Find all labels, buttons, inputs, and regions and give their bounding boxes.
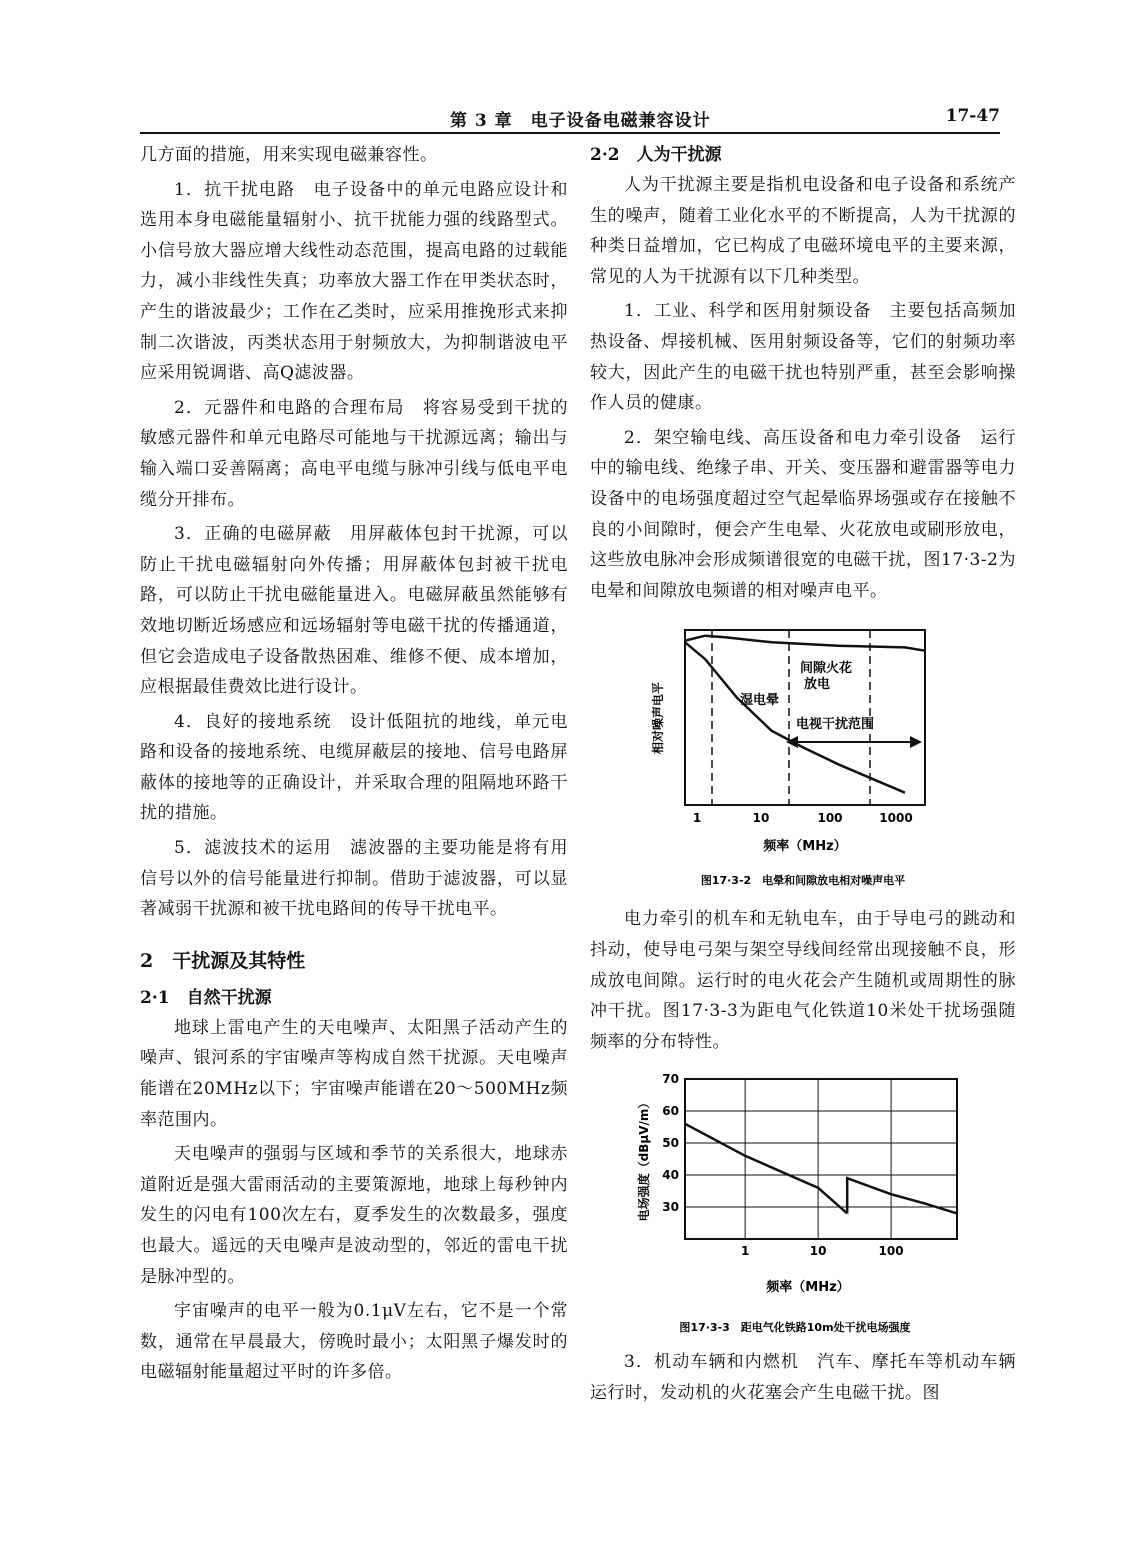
y-axis-label: 相对噪声电平 — [651, 682, 665, 755]
x-axis-label: 频率（MHz） — [763, 839, 847, 855]
paragraph: 宇宙噪声的电平一般为0.1μV左右，它不是一个常数，通常在早晨最大，傍晚时最小；太阳黑子爆发时的电磁辐射能量超过平时的许多倍。 — [140, 1301, 568, 1383]
figure-caption: 图17·3-3 距电气化铁路10m处干扰电场强度 — [679, 1321, 911, 1335]
paragraph: 5．滤波技术的运用 滤波器的主要功能是将有用信号以外的信号能量进行抑制。借助于滤波器，可以显著减弱干扰源和被干扰电路间的传导干扰电平。 — [140, 838, 568, 920]
subsection-heading: 2·1 自然干扰源 — [140, 987, 272, 1008]
x-tick-label: 1 — [740, 1244, 750, 1259]
chapter-title: 第 3 章 电子设备电磁兼容设计 — [450, 111, 711, 131]
paragraph: 3．正确的电磁屏蔽 用屏蔽体包封干扰源，可以防止干扰电磁辐射向外传播；用屏蔽体包封被干扰电路，可以防止干扰电磁能量进入。电磁屏蔽虽然能够有效地切断近场感应和远场辐射等电磁干扰的传播通道，但它会造成电子设备散热困难、维修不便、成本增加，应根据最佳费效比进行设计。 — [140, 524, 568, 698]
y-tick-label: 50 — [662, 1136, 679, 1151]
x-ticks — [741, 1244, 904, 1258]
annotation-label: 间隙火花 — [800, 661, 853, 677]
y-tick-label: 70 — [662, 1072, 679, 1087]
annotation-label: 电视干扰范围 — [796, 717, 875, 733]
figure-corona-noise — [590, 620, 1016, 890]
paragraph: 3．机动车辆和内燃机 汽车、摩托车等机动车辆运行时，发动机的火花塞会产生电磁干扰。图 — [590, 1352, 1016, 1403]
annotation-label: 湿电晕 — [740, 693, 780, 709]
plot-frame — [685, 1079, 957, 1239]
figure-railway-field-strength — [590, 1069, 1016, 1339]
arrow-head-icon — [910, 736, 922, 748]
x-tick-label: 10 — [809, 1244, 827, 1259]
paragraph: 2．架空输电线、高压设备和电力牵引设备 运行中的输电线、绝缘子串、开关、变压器和避雷器等电力设备中的电场强度超过空气起晕临界场强或存在接触不良的小间隙时，便会产生电晕、火花放电或刷形放电，这些放电脉冲会形成频谱很宽的电磁干扰，图17·3-2为电晕和间隙放电频谱的相对噪声电平。 — [590, 427, 1016, 601]
y-ticks — [662, 1072, 679, 1214]
annotation-label: 放电 — [804, 677, 831, 693]
right-column — [590, 140, 1016, 1408]
paragraph: 1．抗干扰电路 电子设备中的单元电路应设计和选用本身电磁能量辐射小、抗干扰能力强的线路型式。小信号放大器应增大线性动态范围，提高电路的过载能力，减小非线性失真；功率放大器工作在甲类状态时，产生的谐波最少；工作在乙类时，应采用推挽形式来抑制二次谐波，丙类状态用于射频放大，为抑制谐波电平应采用锐调谐、高Q滤波器。 — [140, 179, 568, 384]
paragraph: 地球上雷电产生的天电噪声、太阳黑子活动产生的噪声、银河系的宇宙噪声等构成自然干扰源。天电噪声能谱在20MHz以下；宇宙噪声能谱在20～500MHz频率范围内。 — [140, 1017, 568, 1130]
series-line-gap-discharge — [685, 636, 925, 651]
x-tick-label: 10 — [752, 811, 770, 826]
paragraph: 2．元器件和电路的合理布局 将容易受到干扰的敏感元器件和单元电路尽可能地与干扰源远离；输出与输入端口妥善隔离；高电平电缆与脉冲引线与低电平电缆分开排布。 — [140, 397, 568, 510]
series-line-low-band — [685, 1124, 847, 1214]
series-line-high-band — [847, 1178, 957, 1213]
y-tick-label: 40 — [662, 1168, 679, 1183]
left-column — [140, 140, 568, 1388]
page-number: 17-47 — [945, 106, 1000, 126]
paragraph: 天电噪声的强弱与区域和季节的关系很大，地球赤道附近是强大雷雨活动的主要策源地，地球上每秒钟内发生的闪电有100次左右，夏季发生的次数最多，强度也最大。遥远的天电噪声是波动型的，邻近的雷电干扰是脉冲型的。 — [140, 1144, 568, 1287]
y-tick-label: 30 — [662, 1200, 679, 1215]
paragraph: 人为干扰源主要是指机电设备和电子设备和系统产生的噪声，随着工业化水平的不断提高，人为干扰源的种类日益增加，它已构成了电磁环境电平的主要来源，常见的人为干扰源有以下几种类型。 — [590, 175, 1016, 287]
paragraph: 电力牵引的机车和无轨电车，由于导电弓的跳动和抖动，使导电弓架与架空导线间经常出现接触不良，形成放电间隙。运行时的电火花会产生随机或周期性的脉冲干扰。图17·3-3为距电气化铁道10米处干扰场强随频率的分布特性。 — [590, 909, 1016, 1052]
x-tick-label: 1000 — [879, 811, 913, 826]
x-tick-label: 100 — [878, 1244, 904, 1259]
x-tick-label: 100 — [817, 811, 843, 826]
x-axis-label: 频率（MHz） — [766, 1280, 850, 1296]
arrow-head-icon — [786, 736, 798, 748]
y-tick-label: 60 — [662, 1104, 679, 1119]
y-axis-label: 电场强度（dBμV/m） — [637, 1096, 651, 1222]
section-heading: 2 干扰源及其特性 — [140, 949, 306, 972]
subsection-heading: 2·2 人为干扰源 — [590, 145, 722, 165]
grid — [685, 1079, 957, 1239]
figure-caption: 图17·3-2 电晕和间隙放电相对噪声电平 — [700, 874, 906, 888]
x-tick-label: 1 — [692, 811, 702, 826]
paragraph: 1．工业、科学和医用射频设备 主要包括高频加热设备、焊接机械、医用射频设备等，它们的射频功率较大，因此产生的电磁干扰也特别严重，甚至会影响操作人员的健康。 — [590, 301, 1016, 414]
paragraph: 4．良好的接地系统 设计低阻抗的地线，单元电路和设备的接地系统、电缆屏蔽层的接地、信号电路屏蔽体的接地等的正确设计，并采取合理的阻隔地环路干扰的措施。 — [140, 711, 568, 824]
page-header — [140, 106, 1000, 134]
paragraph: 几方面的措施，用来实现电磁兼容性。 — [140, 145, 438, 165]
